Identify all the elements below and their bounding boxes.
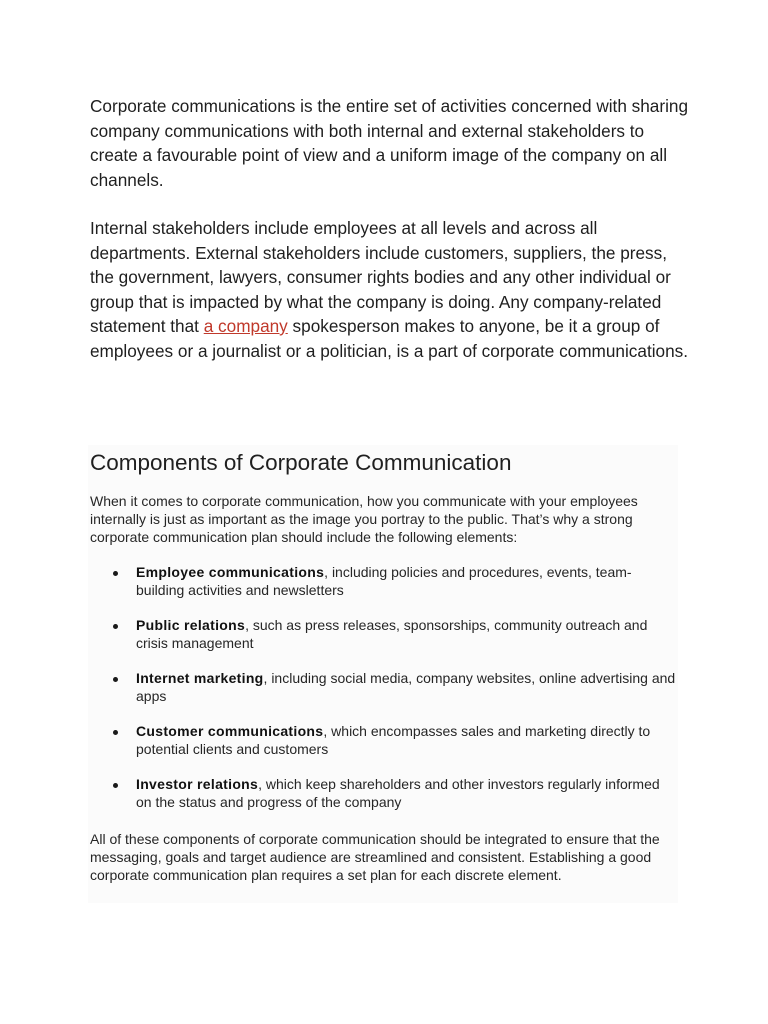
components-section	[88, 445, 678, 903]
bullet-icon	[113, 783, 118, 788]
list-item	[88, 563, 678, 616]
components-list	[88, 563, 678, 828]
list-item-term: Investor relations	[136, 776, 259, 792]
stakeholders-text-before-link: Internal stakeholders include employees at all levels and across all departments. External stakeholders include customers, suppliers, the press, the government, lawyers, consumer rights bodies and any other individual or group that is impacted by what the company is doing. Any company-related statement that	[90, 218, 671, 336]
intro-paragraph	[90, 94, 690, 192]
intro-text: Corporate communications is the entire set of activities concerned with sharing company communications with both internal and external stakeholders to create a favourable point of view and a uniform image of the company on all channels.	[90, 96, 689, 190]
section-intro-paragraph: When it comes to corporate communication, how you communicate with your employees internally is just as important as the image you portray to the public. That’s why a strong corporate communication plan should include the following elements:	[90, 493, 638, 545]
section-heading: Components of Corporate Communication	[90, 450, 512, 475]
list-item-description: , which keep shareholders and other investors regularly informed on the status and progress of the company	[136, 776, 660, 810]
section-outro-paragraph: All of these components of corporate communication should be integrated to ensure that the messaging, goals and target audience are streamlined and consistent. Establishing a good corporate communication plan requires a set plan for each discrete element.	[90, 831, 660, 883]
list-item	[88, 775, 678, 828]
company-link[interactable]: a company	[203, 316, 288, 336]
bullet-icon	[113, 571, 118, 576]
list-item-description: , such as press releases, sponsorships, community outreach and crisis management	[136, 617, 648, 651]
list-item-term: Internet marketing	[136, 670, 264, 686]
list-item-description: , including social media, company websites, online advertising and apps	[136, 670, 676, 704]
list-item	[88, 616, 678, 669]
list-item	[88, 669, 678, 722]
list-item-term: Customer communications	[136, 723, 324, 739]
stakeholders-paragraph	[90, 216, 690, 363]
list-item-term: Public relations	[136, 617, 246, 633]
list-item-description: , which encompasses sales and marketing directly to potential clients and customers	[136, 723, 651, 757]
bullet-icon	[113, 677, 118, 682]
list-item-description: , including policies and procedures, events, team-building activities and newsletters	[136, 564, 632, 598]
stakeholders-text-after-link: spokesperson makes to anyone, be it a group of employees or a journalist or a politician, is a part of corporate communications.	[90, 316, 689, 361]
list-item	[88, 722, 678, 775]
list-item-term: Employee communications	[136, 564, 325, 580]
bullet-icon	[113, 624, 118, 629]
bullet-icon	[113, 730, 118, 735]
